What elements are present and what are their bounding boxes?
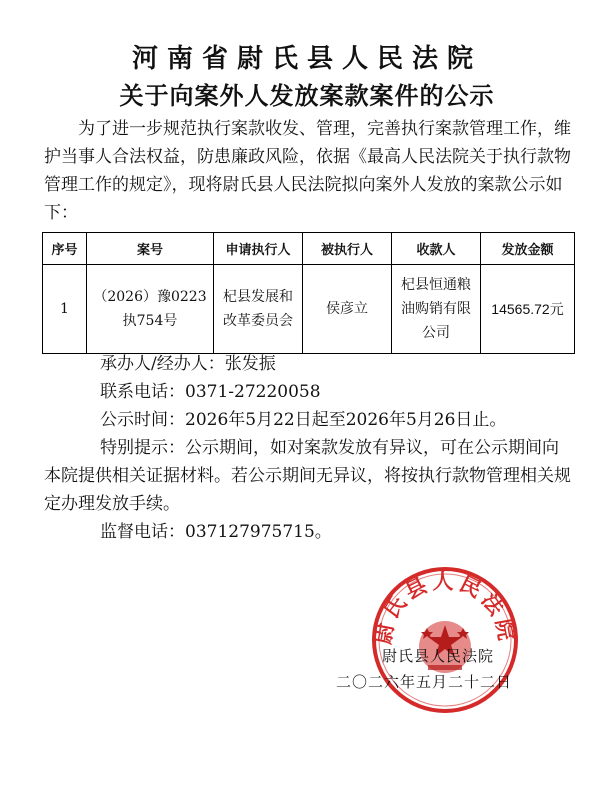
signature-date: 二〇二六年五月二十二日 xyxy=(336,673,513,691)
header-amount: 发放金额 xyxy=(481,233,575,265)
header-seq: 序号 xyxy=(43,233,87,265)
page-subtitle: 关于向案外人发放案款案件的公示 xyxy=(119,82,495,110)
header-payee: 收款人 xyxy=(392,233,481,265)
page-title: 河南省尉氏县人民法院 xyxy=(131,44,482,74)
table-header-row xyxy=(43,233,575,265)
cell-respondent: 侯彦立 xyxy=(303,265,392,354)
notice-details xyxy=(44,350,574,546)
header-applicant: 申请执行人 xyxy=(214,233,303,265)
case-table xyxy=(42,232,575,354)
cell-amount: 14565.72元 xyxy=(481,265,575,354)
cell-payee: 杞县恒通粮油购销有限公司 xyxy=(392,265,481,354)
cell-applicant: 杞县发展和改革委员会 xyxy=(214,265,303,354)
supervision-line: 监督电话：03712797​5715。 xyxy=(100,522,332,542)
svg-text:尉氏县人民法院: 尉氏县人民法院 xyxy=(370,569,520,647)
signature-court-name: 尉氏县人民法院 xyxy=(382,647,495,665)
cell-seq: 1 xyxy=(43,265,87,354)
cell-case-no: （2026）豫0223执754号 xyxy=(87,265,214,354)
header-case-no: 案号 xyxy=(87,233,214,265)
phone-line: 联系电话：0371-27220058 xyxy=(100,382,321,402)
special-notice: 特别提示：公示期间，如对案款发放有异议，可在公示期间向本院提供相关证据材料。若公示期间无异议，将按执行款物管理相关规定办理发放手续。 xyxy=(44,438,571,514)
header-respondent: 被执行人 xyxy=(303,233,392,265)
table-row xyxy=(43,265,575,354)
court-seal xyxy=(370,565,520,715)
handler-line: 承办人/经办人：张发振 xyxy=(100,354,276,374)
period-line: 公示时间：2026年5月22日起至2026年5月26日止。 xyxy=(100,410,507,430)
intro-paragraph: 为了进一步规范执行案款收发、管理，完善执行案款管理工作，维护当事人合法权益，防患廉政风险，依据《最高人民法院关于执行款物管理工作的规定》，现将尉氏县人民法院拟向案外人发放的案款公示如下： xyxy=(44,119,571,223)
